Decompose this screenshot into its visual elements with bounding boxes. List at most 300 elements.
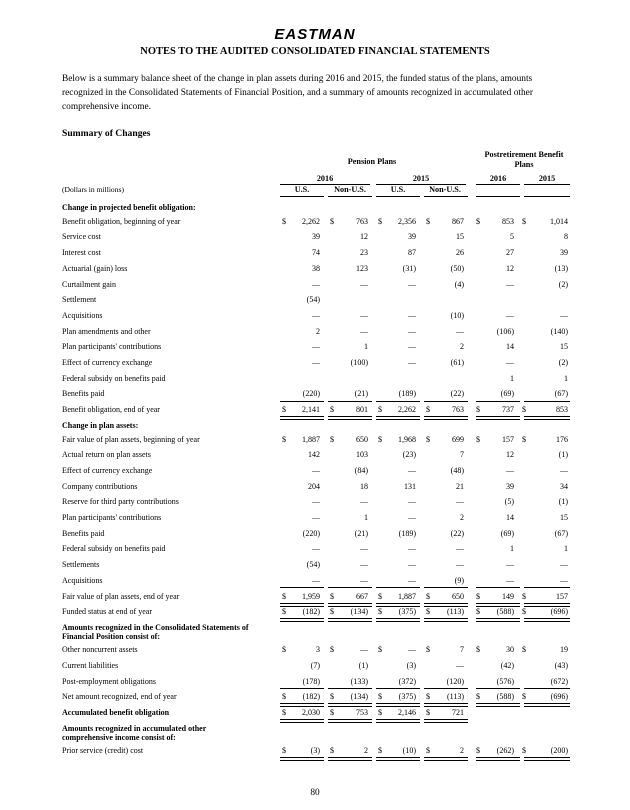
- dollar-sign: $: [476, 405, 480, 415]
- table-cell: —: [456, 497, 464, 507]
- table-cell: (3): [406, 661, 416, 670]
- table-row: [62, 496, 568, 508]
- table-cell: 7: [460, 645, 464, 655]
- table-cell: (5): [504, 497, 514, 507]
- table-row: [62, 310, 568, 322]
- table-cell: (1): [358, 661, 368, 670]
- row-label: Plan participants' contributions: [62, 513, 162, 522]
- table-cell: 1,887: [398, 591, 416, 601]
- table-cell: (54): [306, 560, 320, 570]
- table-cell: (696): [550, 692, 568, 702]
- row-label: Net amount recognized, end of year: [62, 692, 177, 702]
- table-cell: —: [560, 310, 568, 320]
- table-row: [62, 644, 568, 656]
- dollar-sign: $: [282, 434, 286, 444]
- table-cell: 5: [510, 232, 514, 242]
- row-label: Plan amendments and other: [62, 326, 151, 336]
- table-cell: —: [456, 661, 464, 670]
- row-label: Change in projected benefit obligation:: [62, 203, 196, 212]
- row-label: Curtailment gain: [62, 279, 116, 289]
- table-cell: 853: [502, 216, 514, 226]
- table-cell: 2: [316, 326, 320, 336]
- table-row: [62, 707, 568, 719]
- table-cell: —: [312, 513, 320, 522]
- row-label: Other noncurrent assets: [62, 645, 138, 655]
- dollar-sign: $: [330, 216, 334, 226]
- table-cell: (3): [310, 746, 320, 756]
- table-cell: (134): [350, 692, 368, 702]
- table-row: [62, 591, 568, 603]
- header-region: Non-U.S.: [334, 185, 366, 194]
- dollar-sign: $: [426, 434, 430, 444]
- table-cell: 19: [560, 645, 568, 655]
- dollar-sign: $: [330, 607, 334, 617]
- table-row: [62, 575, 568, 587]
- table-cell: 149: [502, 591, 514, 601]
- dollar-sign: $: [476, 216, 480, 226]
- dollar-sign: $: [426, 692, 430, 702]
- row-label: Actuarial (gain) loss: [62, 263, 128, 273]
- dollar-sign: $: [476, 645, 480, 655]
- row-label: Effect of currency exchange: [62, 358, 153, 367]
- table-cell: 2: [460, 342, 464, 352]
- dollar-sign: $: [426, 591, 430, 601]
- table-row: [62, 388, 568, 400]
- table-cell: (576): [496, 676, 514, 686]
- table-cell: —: [312, 279, 320, 289]
- table-row: [62, 528, 568, 540]
- table-cell: 2,356: [398, 216, 416, 226]
- table-cell: 2: [364, 746, 368, 756]
- dollar-sign: $: [522, 607, 526, 617]
- table-cell: (1): [558, 497, 568, 507]
- table-cell: —: [312, 310, 320, 320]
- table-cell: —: [408, 279, 416, 289]
- row-label: Prior service (credit) cost: [62, 746, 144, 756]
- table-cell: (178): [302, 676, 320, 686]
- table-cell: —: [360, 645, 368, 655]
- table-cell: —: [408, 358, 416, 367]
- table-cell: 131: [404, 481, 416, 491]
- dollar-sign: $: [330, 591, 334, 601]
- table-cell: —: [506, 465, 514, 475]
- dollar-sign: $: [330, 746, 334, 756]
- table-cell: 3: [316, 645, 320, 655]
- row-label: Amounts recognized in the Consolidated Statements of: [62, 622, 249, 632]
- dollar-sign: $: [476, 692, 480, 702]
- dollar-sign: $: [522, 591, 526, 601]
- table-row: [62, 202, 568, 214]
- table-cell: (67): [554, 528, 568, 538]
- table-cell: (43): [554, 661, 568, 670]
- dollar-sign: $: [330, 645, 334, 655]
- table-cell: (42): [500, 661, 514, 670]
- table-cell: 39: [408, 232, 416, 242]
- table-cell: (120): [446, 676, 464, 686]
- document-title: NOTES TO THE AUDITED CONSOLIDATED FINANCIAL STATEMENTS: [140, 46, 490, 57]
- table-cell: —: [360, 575, 368, 585]
- table-cell: (696): [550, 607, 568, 617]
- table-cell: 2,146: [398, 708, 416, 718]
- table-cell: (182): [302, 692, 320, 702]
- dollar-sign: $: [522, 216, 526, 226]
- table-row: [62, 434, 568, 446]
- table-row: [62, 357, 568, 369]
- row-label: Fair value of plan assets, beginning of year: [62, 434, 200, 444]
- row-label: Settlements: [62, 560, 100, 570]
- dollar-sign: $: [476, 746, 480, 756]
- header-year: 2016: [489, 174, 507, 183]
- table-cell: 753: [356, 708, 368, 718]
- table-cell: (588): [496, 607, 514, 617]
- table-row: [62, 420, 568, 432]
- dollar-sign: $: [476, 607, 480, 617]
- table-cell: —: [456, 326, 464, 336]
- table-cell: 1: [510, 373, 514, 383]
- table-cell: (10): [402, 746, 416, 756]
- dollar-sign: $: [522, 746, 526, 756]
- table-row: [62, 660, 568, 672]
- table-row: [62, 745, 568, 757]
- table-cell: (23): [402, 450, 416, 460]
- table-row: [62, 341, 568, 353]
- table-cell: 14: [506, 342, 514, 352]
- dollar-sign: $: [330, 692, 334, 702]
- table-cell: 1: [364, 513, 368, 522]
- table-cell: 123: [356, 263, 368, 273]
- table-row: [62, 373, 568, 385]
- table-cell: 1,968: [398, 434, 416, 444]
- table-row: [62, 404, 568, 416]
- header-region: U.S.: [294, 185, 310, 194]
- table-cell: (9): [454, 575, 464, 585]
- table-cell: —: [312, 465, 320, 475]
- table-cell: (134): [350, 607, 368, 617]
- table-cell: —: [360, 560, 368, 570]
- table-cell: —: [408, 560, 416, 570]
- table-cell: (61): [450, 358, 464, 367]
- header-postretirement-plans: Postretirement Benefit Plans: [484, 150, 564, 169]
- table-cell: 1: [510, 544, 514, 554]
- dollar-sign: $: [378, 746, 382, 756]
- table-cell: —: [506, 575, 514, 585]
- table-cell: (2): [558, 279, 568, 289]
- table-cell: —: [312, 497, 320, 507]
- table-cell: (220): [302, 528, 320, 538]
- table-cell: —: [456, 544, 464, 554]
- header-region: Non-U.S.: [429, 185, 461, 194]
- table-cell: —: [560, 575, 568, 585]
- table-cell: 142: [308, 450, 320, 460]
- dollar-sign: $: [378, 607, 382, 617]
- table-cell: (672): [550, 676, 568, 686]
- table-cell: —: [408, 513, 416, 522]
- table-cell: 34: [560, 481, 568, 491]
- table-cell: 2,262: [302, 216, 320, 226]
- table-row: [62, 732, 568, 744]
- row-label: Federal subsidy on benefits paid: [62, 373, 166, 383]
- table-cell: —: [408, 342, 416, 352]
- table-row: [62, 247, 568, 259]
- table-cell: 667: [356, 591, 368, 601]
- row-label: Effect of currency exchange: [62, 465, 153, 475]
- table-cell: (140): [550, 326, 568, 336]
- dollar-sign: $: [426, 645, 430, 655]
- dollar-sign: $: [282, 405, 286, 415]
- table-cell: (50): [450, 263, 464, 273]
- units-label: (Dollars in millions): [62, 185, 125, 194]
- table-cell: (220): [302, 389, 320, 399]
- table-cell: —: [408, 326, 416, 336]
- table-row: [62, 465, 568, 477]
- table-cell: 157: [556, 591, 568, 601]
- table-cell: 737: [502, 405, 514, 415]
- table-cell: —: [312, 575, 320, 585]
- header-year: 2016: [316, 174, 334, 183]
- dollar-sign: $: [522, 405, 526, 415]
- table-cell: (48): [450, 465, 464, 475]
- dollar-sign: $: [426, 746, 430, 756]
- table-cell: —: [408, 645, 416, 655]
- table-cell: 15: [560, 342, 568, 352]
- table-cell: —: [360, 326, 368, 336]
- table-cell: (22): [450, 389, 464, 399]
- dollar-sign: $: [378, 692, 382, 702]
- table-cell: 12: [506, 450, 514, 460]
- table-cell: (189): [398, 389, 416, 399]
- table-cell: 763: [356, 216, 368, 226]
- table-row: [62, 279, 568, 291]
- table-row: [62, 263, 568, 275]
- header-year: 2015: [538, 174, 556, 183]
- table-cell: 103: [356, 450, 368, 460]
- table-cell: —: [408, 465, 416, 475]
- table-cell: 87: [408, 248, 416, 258]
- table-cell: (22): [450, 528, 464, 538]
- table-cell: (113): [446, 692, 464, 702]
- table-cell: 204: [308, 481, 320, 491]
- table-row: [62, 691, 568, 703]
- table-cell: (13): [554, 263, 568, 273]
- row-label: Plan participants' contributions: [62, 342, 162, 352]
- table-cell: 650: [356, 434, 368, 444]
- table-cell: —: [560, 465, 568, 475]
- dollar-sign: $: [330, 434, 334, 444]
- row-label: Acquisitions: [62, 310, 103, 320]
- table-row: [62, 294, 568, 306]
- table-cell: 30: [506, 645, 514, 655]
- table-row: [62, 326, 568, 338]
- table-cell: (69): [500, 389, 514, 399]
- table-row: [62, 606, 568, 618]
- dollar-sign: $: [378, 216, 382, 226]
- table-row: [62, 481, 568, 493]
- dollar-sign: $: [426, 405, 430, 415]
- company-logo: EASTMAN: [274, 26, 356, 43]
- table-cell: 763: [452, 405, 464, 415]
- table-cell: —: [360, 497, 368, 507]
- table-cell: 1,014: [550, 216, 568, 226]
- row-label: Benefits paid: [62, 389, 105, 399]
- table-cell: —: [408, 497, 416, 507]
- dollar-sign: $: [378, 645, 382, 655]
- header-pension-plans: Pension Plans: [347, 157, 397, 166]
- dollar-sign: $: [282, 692, 286, 702]
- table-cell: (4): [454, 279, 464, 289]
- dollar-sign: $: [522, 645, 526, 655]
- table-cell: (372): [398, 676, 416, 686]
- table-cell: (54): [306, 295, 320, 305]
- table-cell: —: [312, 342, 320, 352]
- dollar-sign: $: [378, 708, 382, 718]
- table-cell: 14: [506, 513, 514, 522]
- row-label: Benefit obligation, end of year: [62, 405, 160, 415]
- table-cell: —: [408, 544, 416, 554]
- table-cell: 157: [502, 434, 514, 444]
- table-cell: (2): [558, 358, 568, 367]
- table-cell: 12: [506, 263, 514, 273]
- dollar-sign: $: [282, 591, 286, 601]
- table-row: [62, 449, 568, 461]
- table-cell: (84): [354, 465, 368, 475]
- table-cell: —: [360, 279, 368, 289]
- table-cell: (113): [446, 607, 464, 617]
- table-cell: —: [506, 310, 514, 320]
- section-heading: Summary of Changes: [62, 128, 151, 139]
- table-cell: 21: [456, 481, 464, 491]
- table-row: [62, 676, 568, 688]
- row-label: Company contributions: [62, 481, 138, 491]
- table-row: [62, 543, 568, 555]
- table-cell: —: [360, 310, 368, 320]
- dollar-sign: $: [426, 607, 430, 617]
- dollar-sign: $: [476, 434, 480, 444]
- row-label: Current liabilities: [62, 661, 119, 670]
- table-cell: 1: [564, 373, 568, 383]
- dollar-sign: $: [282, 645, 286, 655]
- table-cell: (31): [402, 263, 416, 273]
- table-cell: —: [506, 358, 514, 367]
- table-cell: —: [408, 575, 416, 585]
- table-cell: 15: [560, 513, 568, 522]
- table-cell: (189): [398, 528, 416, 538]
- dollar-sign: $: [282, 746, 286, 756]
- table-cell: —: [312, 544, 320, 554]
- row-label: Funded status at end of year: [62, 607, 152, 617]
- table-cell: 23: [360, 248, 368, 258]
- dollar-sign: $: [282, 216, 286, 226]
- header-year: 2015: [412, 174, 430, 183]
- row-label: Service cost: [62, 232, 101, 242]
- row-label: Settlement: [62, 295, 97, 305]
- table-cell: (7): [310, 661, 320, 670]
- table-row: [62, 631, 568, 643]
- table-cell: 650: [452, 591, 464, 601]
- dollar-sign: $: [282, 607, 286, 617]
- dollar-sign: $: [378, 434, 382, 444]
- row-label: Federal subsidy on benefits paid: [62, 544, 166, 554]
- table-cell: 176: [556, 434, 568, 444]
- dollar-sign: $: [378, 591, 382, 601]
- row-label: comprehensive income consist of:: [62, 732, 176, 742]
- table-cell: 2: [460, 746, 464, 756]
- table-cell: (262): [496, 746, 514, 756]
- row-label: Acquisitions: [62, 575, 103, 585]
- table-cell: 1: [564, 544, 568, 554]
- row-label: Post-employment obligations: [62, 676, 156, 686]
- table-cell: 867: [452, 216, 464, 226]
- table-cell: 2,141: [302, 405, 320, 415]
- table-row: [62, 231, 568, 243]
- table-cell: (588): [496, 692, 514, 702]
- row-label: Benefits paid: [62, 528, 105, 538]
- table-cell: 2,030: [302, 708, 320, 718]
- dollar-sign: $: [426, 708, 430, 718]
- table-cell: 38: [312, 263, 320, 273]
- row-label: Interest cost: [62, 248, 101, 258]
- dollar-sign: $: [476, 591, 480, 601]
- dollar-sign: $: [330, 708, 334, 718]
- row-label: Reserve for third party contributions: [62, 497, 179, 507]
- table-cell: (69): [500, 528, 514, 538]
- table-cell: 699: [452, 434, 464, 444]
- dollar-sign: $: [378, 405, 382, 415]
- table-cell: 853: [556, 405, 568, 415]
- table-cell: 74: [312, 248, 320, 258]
- dollar-sign: $: [522, 434, 526, 444]
- table-cell: (21): [354, 389, 368, 399]
- table-cell: 801: [356, 405, 368, 415]
- table-cell: 2: [460, 513, 464, 522]
- table-cell: 1,959: [302, 591, 320, 601]
- table-cell: 1: [364, 342, 368, 352]
- table-row: [62, 559, 568, 571]
- table-cell: 8: [564, 232, 568, 242]
- table-cell: 18: [360, 481, 368, 491]
- table-cell: —: [408, 310, 416, 320]
- dollar-sign: $: [330, 405, 334, 415]
- table-cell: 15: [456, 232, 464, 242]
- table-cell: 39: [506, 481, 514, 491]
- row-label: Change in plan assets:: [62, 420, 139, 430]
- table-cell: —: [360, 544, 368, 554]
- table-cell: (133): [350, 676, 368, 686]
- table-cell: 1,887: [302, 434, 320, 444]
- table-cell: (375): [398, 692, 416, 702]
- table-cell: 721: [452, 708, 464, 718]
- table-cell: 7: [460, 450, 464, 460]
- table-cell: (10): [450, 310, 464, 320]
- intro-paragraph: Below is a summary balance sheet of the change in plan assets during 2016 and 2015, the funded status of the plans, amounts recognized in the Consolidated Statements of Financial Position, and a summary of amounts recognized in accumulated other comprehensive income.: [62, 74, 533, 112]
- table-cell: 39: [560, 248, 568, 258]
- row-label: Financial Position consist of:: [62, 631, 161, 641]
- table-cell: —: [456, 560, 464, 570]
- table-cell: (106): [496, 326, 514, 336]
- header-region: U.S.: [390, 185, 406, 194]
- row-label: Accumulated benefit obligation: [62, 708, 170, 718]
- table-cell: 26: [456, 248, 464, 258]
- table-cell: (200): [550, 746, 568, 756]
- table-cell: (21): [354, 528, 368, 538]
- page-number: 80: [310, 788, 320, 798]
- table-cell: (67): [554, 389, 568, 399]
- dollar-sign: $: [426, 216, 430, 226]
- table-cell: 12: [360, 232, 368, 242]
- table-row: [62, 216, 568, 228]
- table-cell: 39: [312, 232, 320, 242]
- row-label: Actual return on plan assets: [62, 450, 151, 460]
- table-cell: (375): [398, 607, 416, 617]
